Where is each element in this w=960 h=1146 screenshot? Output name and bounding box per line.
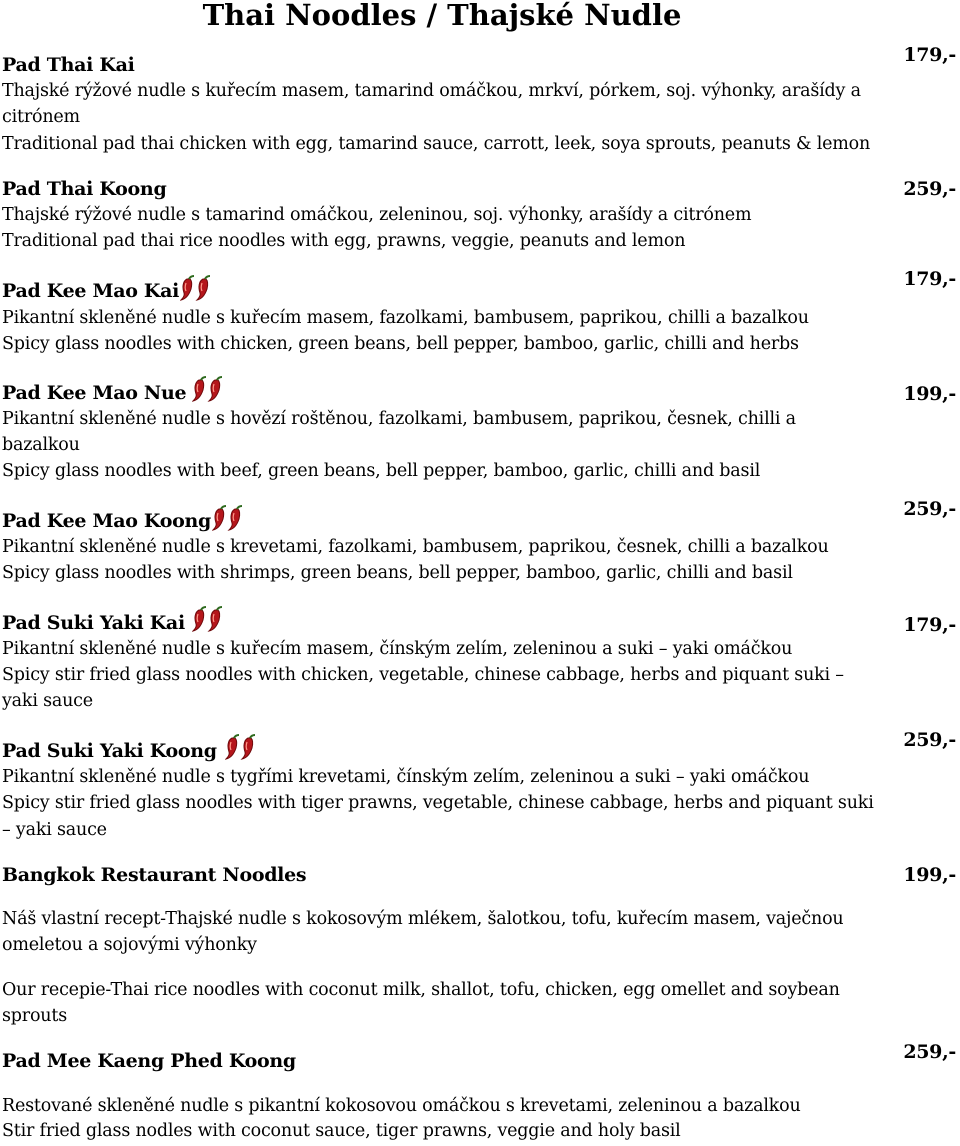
dish-price: 259,- (903, 498, 956, 520)
dish-description: yaki sauce (2, 691, 93, 711)
dish-description: Restované skleněné nudle s pikantní kokosovou omáčkou s krevetami, zeleninou a bazalkou (2, 1096, 801, 1116)
dish-description: omeletou a sojovými výhonky (2, 935, 257, 955)
dish-description: Spicy glass noodles with beef, green beans, bell pepper, bamboo, garlic, chilli and basil (2, 461, 761, 481)
chili-pepper-icon (212, 505, 252, 531)
dish-description: Stir fried glass nodles with coconut sauce, tiger prawns, veggie and holy basil (2, 1121, 681, 1141)
dish-name: Pad Thai Koong (2, 178, 167, 200)
dish-description: bazalkou (2, 435, 80, 455)
chili-pepper-icon (180, 275, 220, 301)
dish-price: 179,- (903, 614, 956, 636)
dish-description: Thajské rýžové nudle s tamarind omáčkou, zeleninou, soj. výhonky, arašídy a citrónem (2, 205, 752, 225)
dish-description: Thajské rýžové nudle s kuřecím masem, tamarind omáčkou, mrkví, pórkem, soj. výhonky, arašídy a (2, 81, 861, 101)
dish-description: Our recepie-Thai rice noodles with coconut milk, shallot, tofu, chicken, egg omellet and soybean (2, 980, 840, 1000)
dish-price: 199,- (903, 864, 956, 886)
dish-description: Pikantní skleněné nudle s tygřími krevetami, čínským zelím, zeleninou a suki – yaki omáčkou (2, 767, 810, 787)
chili-pepper-icon (225, 734, 265, 760)
dish-description: Pikantní skleněné nudle s kuřecím masem, čínským zelím, zeleninou a suki – yaki omáčkou (2, 639, 793, 659)
dish-name: Pad Suki Yaki Koong (2, 740, 217, 762)
dish-name: Pad Kee Mao Kai (2, 280, 180, 302)
dish-description: sprouts (2, 1006, 67, 1026)
dish-price: 259,- (903, 1041, 956, 1063)
dish-description: Pikantní skleněné nudle s krevetami, fazolkami, bambusem, paprikou, česnek, chilli a bazalkou (2, 537, 829, 557)
dish-description: Pikantní skleněné nudle s hovězí roštěnou, fazolkami, bambusem, paprikou, česnek, chilli a (2, 409, 796, 429)
dish-price: 259,- (903, 729, 956, 751)
dish-description: Spicy stir fried glass noodles with tiger prawns, vegetable, chinese cabbage, herbs and piquant suki (2, 793, 874, 813)
dish-price: 179,- (903, 268, 956, 290)
chili-pepper-icon (192, 606, 232, 632)
dish-name: Pad Kee Mao Nue (2, 382, 187, 404)
dish-description: Spicy stir fried glass noodles with chicken, vegetable, chinese cabbage, herbs and piquant suki – (2, 665, 844, 685)
dish-description: – yaki sauce (2, 820, 107, 840)
dish-name: Bangkok Restaurant Noodles (2, 864, 307, 886)
chili-pepper-icon (192, 376, 232, 402)
dish-name: Pad Kee Mao Koong (2, 510, 211, 532)
dish-name: Pad Mee Kaeng Phed Koong (2, 1050, 296, 1072)
dish-name: Pad Thai Kai (2, 54, 135, 76)
dish-description: Spicy glass noodles with chicken, green beans, bell pepper, bamboo, garlic, chilli and herbs (2, 334, 799, 354)
dish-description: Traditional pad thai rice noodles with egg, prawns, veggie, peanuts and lemon (2, 231, 686, 251)
dish-name: Pad Suki Yaki Kai (2, 612, 185, 634)
dish-price: 259,- (903, 178, 956, 200)
dish-price: 179,- (903, 44, 956, 66)
dish-description: citrónem (2, 107, 80, 127)
dish-description: Náš vlastní recept-Thajské nudle s kokosovým mlékem, šalotkou, tofu, kuřecím masem, vaječnou (2, 909, 844, 929)
page-title: Thai Noodles / Thajské Nudle (202, 0, 682, 32)
dish-description: Traditional pad thai chicken with egg, tamarind sauce, carrott, leek, soya sprouts, peanuts & lemon (2, 134, 871, 154)
dish-description: Pikantní skleněné nudle s kuřecím masem, fazolkami, bambusem, paprikou, chilli a bazalkou (2, 308, 809, 328)
dish-price: 199,- (903, 383, 956, 405)
dish-description: Spicy glass noodles with shrimps, green beans, bell pepper, bamboo, garlic, chilli and basil (2, 563, 793, 583)
